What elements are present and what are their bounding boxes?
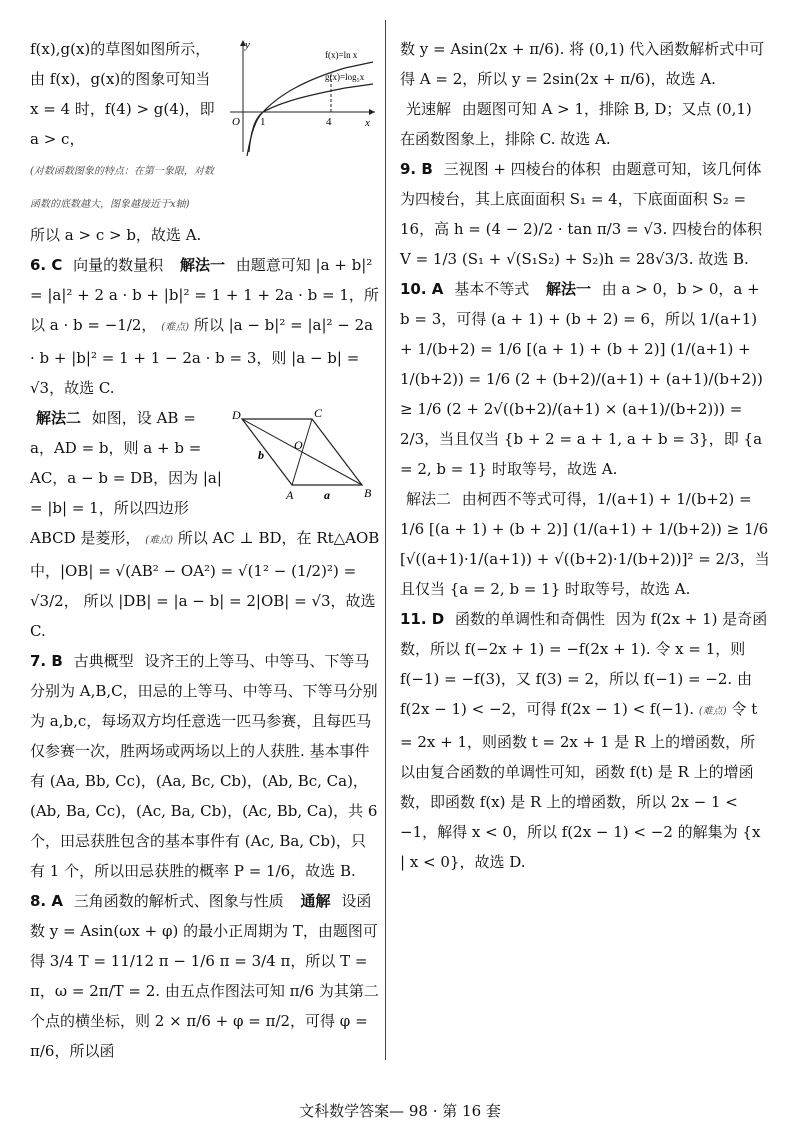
q6-s5: 所以 |DB| = |a − b| = 2|OB| = √3，故选 C. — [30, 592, 376, 640]
q6-s2: 所以 |a − b|² = |a|² − 2a · b + |b|² = 1 + 1 − 2a · b = 3，则 |a − b| = √3，故选 C. — [30, 316, 374, 397]
question-8-continued — [400, 34, 770, 154]
q6-method-2: 解法二 — [36, 409, 82, 427]
q6-method-1: 解法一 — [179, 256, 225, 274]
q10-topic: 基本不等式 — [454, 280, 530, 298]
question-8 — [30, 886, 380, 1066]
q10-method-1: 解法一 — [545, 280, 591, 298]
vector-a-label: a — [324, 488, 330, 502]
q7-topic: 古典概型 — [73, 652, 134, 670]
q11-solution — [400, 604, 770, 877]
tick-4-label: 4 — [326, 116, 332, 128]
curve-g-label: g(x)=log₅x — [325, 72, 365, 82]
question-9 — [400, 154, 770, 274]
q7-solution — [30, 646, 380, 886]
q7-s1: 设齐王的上等马、中等马、下等马分别为 A,B,C，田忌的上等马、中等马、下等马分别为 a,b,c，每场双方均任意选一匹马参赛，且每匹马仅参赛一次，胜两场或两场以上的人获胜. 基本事件有 (Aa, Bb, Cc)，(Aa, Bc, Cb)，(Ab, Bc, Ca)，(Ab, Ba, Cc)，(Ac, Ba, Cb)，(Ac, Bb, Ca)，共 6 个，田忌获胜包含的基本事件有 (Ac, Ba, Cb)，只有 1 个，所以田忌获胜的概率 P = 1/6，故选 B. — [30, 652, 378, 880]
q9-s1: 由题意可知，该几何体为四棱台，其上底面面积 S₁ = 4，下底面面积 S₂ = 16，高 h = (4 − 2)/2 · tan π/3 = √3. 四棱台的体积 V = 1/3 (S₁ + √(S₁S₂) + S₂)h = 28√3/3. 故选 B. — [400, 160, 763, 268]
question-10 — [400, 274, 770, 604]
rhombus-svg — [230, 407, 380, 502]
q8-cont-fast — [400, 94, 770, 154]
q11-s2: 令 t = 2x + 1，则函数 t = 2x + 1 是 R 上的增函数，所以由复合函数的单调性可知，函数 f(t) 是 R 上的增函数，即函数 f(x) 是 R 上的增函数，所以 2x − 1 < −1，解得 x < 0，所以 f(2x − 1) < −2 的解集为 {x | x < 0}，故选 D. — [400, 700, 761, 871]
vertex-b: B — [364, 486, 372, 500]
vertex-d: D — [232, 408, 241, 422]
intro-note-text: (对数函数图象的特点：在第一象限，对数函数的底数越大，图象越接近于x轴) — [30, 166, 214, 210]
question-11 — [400, 604, 770, 877]
q6-solution-1 — [30, 250, 380, 403]
q6-note-2: (难点) — [145, 535, 173, 546]
q11-s1: 因为 f(2x + 1) 是奇函数，所以 f(−2x + 1) = −f(2x + 1). 令 x = 1，则 f(−1) = −f(3)，又 f(3) = 2，所以 f(−1) = −2. 由 f(2x − 1) < −2，可得 f(2x − 1) < f(−1). — [400, 610, 768, 718]
q11-note: (难点) — [698, 706, 727, 717]
q8-fast-method: 光速解 — [406, 100, 452, 118]
tick-1-label: 1 — [260, 116, 266, 128]
q10-method-2: 解法二 — [406, 490, 452, 508]
q10-head: 10. A — [400, 280, 444, 298]
vertex-a: A — [286, 488, 294, 502]
q8-solution — [30, 886, 380, 1066]
q10-s2: 由柯西不等式可得，1/(a+1) + 1/(b+2) = 1/6 [(a + 1) + (b + 2)] (1/(a+1) + 1/(b+2)) ≥ 1/6 [√((a+1)·1/(a+1)) + √((b+2)·1/(b+2))]² = 2/3，当且仅当 {a = 2, b = 1} 时取等号，故选 A. — [400, 490, 770, 598]
column-divider — [385, 20, 386, 1060]
q8-cont-s1: 数 y = Asin(2x + π/6). 将 (0,1) 代入函数解析式中可得 A = 2，所以 y = 2sin(2x + π/6)，故选 A. — [400, 40, 765, 88]
q10-s1: 由 a > 0，b > 0，a + b = 3，可得 (a + 1) + (b + 2) = 6，所以 1/(a+1) + 1/(b+2) = 1/6 [(a + 1) + (b + 2)] (1/(a+1) + 1/(b+2)) = 1/6 (2 + (b+2)/(a+1) + (a+1)/(b+2)) ≥ 1/6 (2 + 2√((b+2)/(a+1) × (a+1)/(b+2))) = 2/3，当且仅当 {b + 2 = a + 1, a + b = 3}，即 {a = 2, b = 1} 时取等号，故选 A. — [400, 280, 763, 478]
q6-topic: 向量的数量积 — [73, 256, 164, 274]
log-graph-svg — [225, 34, 380, 159]
y-label: y — [245, 39, 250, 51]
left-column — [30, 34, 380, 1066]
q6-note-1: (难点) — [161, 322, 190, 333]
page-footer: 文科数学答案— 98 · 第 16 套 — [299, 1102, 501, 1120]
q8-topic: 三角函数的解析式、图象与性质 — [73, 892, 284, 910]
question-7 — [30, 646, 380, 886]
q8-method: 通解 — [300, 892, 331, 910]
x-axis-arrow — [369, 109, 375, 115]
intro-text: f(x),g(x)的草图如图所示，由 f(x)，g(x)的图象可知当 x = 4 时，f(4) > g(4)，即 a > c， — [30, 40, 215, 148]
curve-f-label: f(x)=ln x — [325, 50, 358, 60]
question-6 — [30, 250, 380, 646]
vertex-c: C — [314, 407, 323, 420]
curve-g — [247, 84, 373, 156]
intro-note — [30, 154, 380, 220]
log-graph — [225, 34, 380, 159]
q10-solution-2 — [400, 484, 770, 604]
q7-head: 7. B — [30, 652, 63, 670]
origin-label: O — [232, 116, 240, 128]
point-o: O — [294, 438, 303, 452]
q11-topic: 函数的单调性和奇偶性 — [455, 610, 606, 628]
intro-conclusion: 所以 a > c > b，故选 A. — [30, 226, 202, 244]
q10-solution-1 — [400, 274, 770, 484]
q6-s1: 由题意可知 |a + b|² = |a|² + 2 a · b + |b|² = 1 + 1 + 2a · b = 1，所以 a · b = −1/2， — [30, 256, 379, 334]
q9-head: 9. B — [400, 160, 433, 178]
vector-b-label: b — [258, 448, 264, 462]
intro-block — [30, 34, 380, 250]
right-column — [400, 34, 770, 877]
q8-head: 8. A — [30, 892, 63, 910]
q6-head: 6. C — [30, 256, 63, 274]
q9-topic: 三视图 + 四棱台的体积 — [443, 160, 601, 178]
q6-s3: 如图，设 AB = a，AD = b，则 a + b = AC，a − b = DB，因为 |a| = |b| = 1，所以四边形 ABCD 是菱形， — [30, 409, 222, 547]
q8-s1: 设函数 y = Asin(ωx + φ) 的最小正周期为 T，由题图可得 3/4 T = 11/12 π − 1/6 π = 3/4 π，所以 T = π，ω = 2π/T = 2. 由五点作图法可知 π/6 为其第二个点的横坐标，则 2 × π/6 + φ = π/2，可得 φ = π/6，所以函 — [30, 892, 379, 1060]
rhombus-figure — [230, 407, 380, 502]
q6-s4: 所以 AC ⊥ BD，在 Rt△AOB 中，|OB| = √(AB² − OA²) = √(1² − (1/2)²) = √3/2， — [30, 529, 380, 610]
q11-head: 11. D — [400, 610, 445, 628]
q9-solution — [400, 154, 770, 274]
x-label: x — [365, 117, 370, 129]
q8-cont-s2: 由题图可知 A > 1，排除 B, D；又点 (0,1) 在函数图象上，排除 C. 故选 A. — [400, 100, 752, 148]
